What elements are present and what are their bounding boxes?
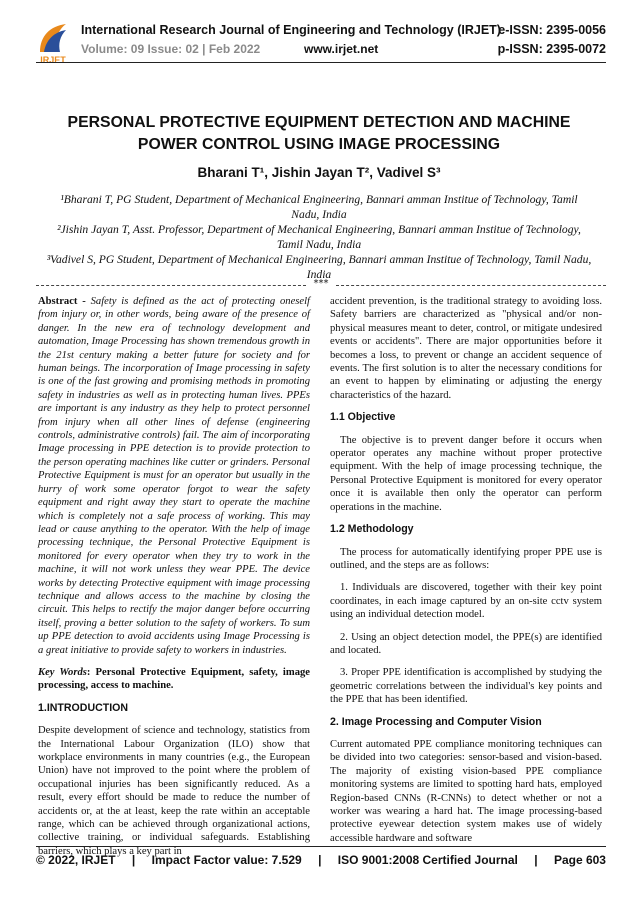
volume-issue: Volume: 09 Issue: 02 | Feb 2022 [81, 42, 261, 56]
footer-divider: | [534, 853, 538, 867]
irjet-logo-icon [36, 22, 70, 66]
section-2-paragraph: Current automated PPE compliance monitoring techniques can be divided into two categories: sensor-based and vision-based. The majority of existing vision-based PPE compliance monitoring systems are limited to spotting hard hats, employed Region-based CNNs (R-CNNs) to detect whether or not a worker was wearing a hard hat. The image processing-based protective eyewear detection system makes use of widely accessible hardware and software [330, 738, 602, 844]
impact-factor: Impact Factor value: 7.529 [151, 853, 302, 867]
separator-dash-right [336, 285, 606, 286]
keywords-label: Key Words [38, 666, 87, 678]
footer-divider: | [318, 853, 322, 867]
methodology-step-2: 2. Using an object detection model, the PPE(s) are identified and located. [330, 631, 602, 656]
e-issn: e-ISSN: 2395-0056 [498, 23, 606, 37]
section-2-heading: 2. Image Processing and Computer Vision [330, 715, 542, 728]
p-issn: p-ISSN: 2395-0072 [497, 42, 606, 56]
footer-items [36, 853, 606, 867]
title-line-2: POWER CONTROL USING IMAGE PROCESSING [137, 136, 501, 153]
objective-heading: 1.1 Objective [330, 411, 396, 424]
intro-paragraph: Despite development of science and technology, statistics from the International Labour Organization (ILO) show that workplace environments in many countries (e.g., the European Union) have not improved to the point where the problem of occupational injuries has been significantly reduced. As a result, every effort should be made to reduce the number of accidents or, at the at least, keep the rate within an acceptable range, which can be achieved through organizational actions, collective training, or individual safeguards. Establishing barriers, which plays a key part in [38, 725, 310, 857]
objective-paragraph: The objective is to prevent danger before it occurs when operator operates any machine without proper protective equipment. With the help of image processing technique, the Personal Protective Equipment is monitored for every operator once it is available then only the operator can perform operations in the machine. [330, 434, 602, 513]
affiliation-2: ²Jishin Jayan T, Asst. Professor, Department of Mechanical Engineering, Bannari amman Institue of Technology, Tamil Nadu, India [57, 223, 581, 251]
right-column [330, 295, 602, 854]
journal-website[interactable]: www.irjet.net [304, 42, 379, 56]
footer-rule [36, 846, 606, 847]
abstract [38, 295, 310, 657]
iso-certification: ISO 9001:2008 Certified Journal [337, 853, 518, 867]
keywords [38, 666, 310, 693]
header-rule [36, 62, 606, 63]
journal-name: International Research Journal of Engineering and Technology (IRJET) [81, 23, 501, 37]
affiliations [46, 193, 592, 283]
intro-continued: accident prevention, is the traditional strategy to avoiding loss. Safety barriers are characterized as "physical and/or non-physical measures meant to deter, control, or mitigate undesired events or accidents". There are major opportunities before it becomes a loss, to prevent or change an accident sequence of events. The first solution is to alter the necessary conditions for an event to happen by eliminating or adjusting the energy characteristics of the hazard. [330, 296, 602, 401]
separator-stars: *** [313, 278, 329, 289]
paper-title [40, 112, 598, 156]
journal-header [36, 20, 606, 90]
methodology-paragraph: The process for automatically identifying proper PPE use is outlined, and the steps are as follows: [330, 546, 602, 571]
methodology-step-1: 1. Individuals are discovered, together with their key point coordinates, in each image captured by an on-site cctv system using an individual detection model. [330, 582, 602, 621]
page-number: Page 603 [553, 853, 606, 867]
section-separator [36, 278, 606, 291]
intro-heading: 1.INTRODUCTION [38, 701, 129, 714]
journal-footer [36, 846, 606, 867]
left-column [38, 295, 310, 867]
methodology-step-3: 3. Proper PPE identification is accomplished by studying the geometric correlations between the individual's key points and the PPE that has been identified. [330, 667, 602, 706]
keywords-text: : Personal Protective Equipment, safety, image processing, access to machine. [38, 666, 310, 692]
footer-divider: | [131, 853, 136, 867]
abstract-label: Abstract - [38, 296, 91, 307]
affiliation-3: ³Vadivel S, PG Student, Department of Mechanical Engineering, Bannari amman Institue of Technology, Tamil Nadu, India [46, 253, 592, 281]
affiliation-1: ¹Bharani T, PG Student, Department of Mechanical Engineering, Bannari amman Institue of Technology, Tamil Nadu, India [60, 193, 578, 221]
methodology-heading: 1.2 Methodology [330, 523, 414, 536]
separator-dash-left [36, 285, 306, 286]
logo-text: IRJET [40, 55, 66, 65]
authors: Bharani T¹, Jishin Jayan T², Vadivel S³ [197, 165, 441, 180]
copyright: © 2022, IRJET [36, 853, 116, 867]
title-line-1: PERSONAL PROTECTIVE EQUIPMENT DETECTION AND MACHINE [67, 114, 571, 131]
abstract-text: Safety is defined as the act of protecting oneself from injury or, in other words, being aware of the presence of danger. In the new era of technology development and automation, Image Processing has shown tremendous growth in the 21st century making a better future for society and for human beings. The incorporation of Image processing in safety is one of the fast growing and promising methods in promoting safety in industries as well as in protecting human lives. PPEs are important is any industry as they help to protect personnel from injury when all other lines of defense (engineering controls, administrative controls) fail. The aim of incorporating Image processing in PPE detection is to provide protection to the person operating machines like cutter or grinders. Personal Protective Equipment is must for an operator but usually in the hurry of work some operator forgot to wear the safety equipment and right away they start to operate the machine which is completely not a safe process of working. This may lead or cause anything to the operator. With the help of image processing technique, the Personal Protective Equipment is monitored for every operator when they try to work in the machine, it will not work unless they wear PPE. The device works by detecting Protective equipment with image processing technique and allows access to the machine by closing the circuit. This helps to rectify the major danger before occurring itself, proving a better solution to the safety of workers. To sum up PPE detection to avoid accidents using Image Processing is a great initiative to provide safety to workers in industries. [38, 296, 310, 656]
